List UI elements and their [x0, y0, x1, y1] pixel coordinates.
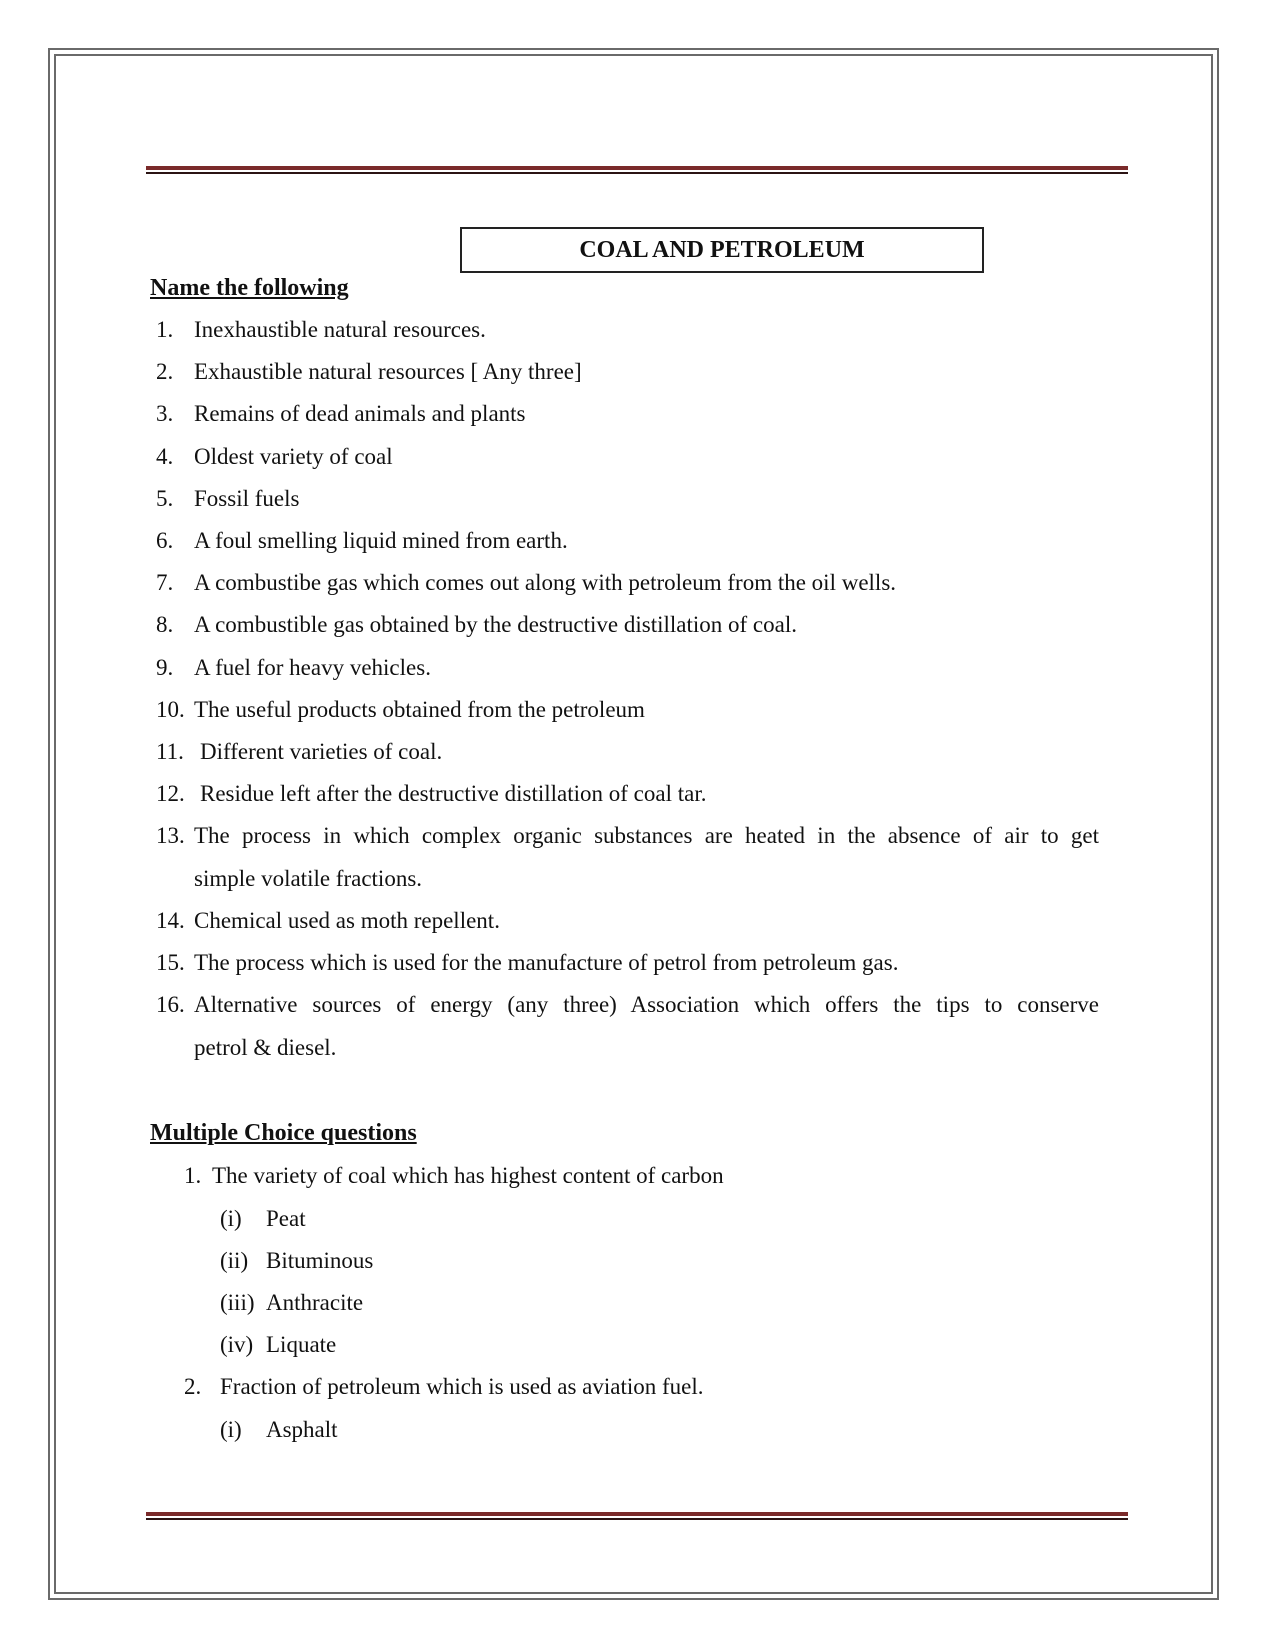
option-label: (iv)	[220, 1332, 254, 1357]
item-number: 10.	[156, 697, 185, 722]
question-text: Fraction of petroleum which is used as aviation fuel.	[220, 1374, 704, 1399]
question-number: 1.	[184, 1163, 202, 1188]
question-text: The variety of coal which has highest content of carbon	[212, 1163, 724, 1188]
item-text: Fossil fuels	[194, 486, 300, 511]
section-heading-multiple-choice: Multiple Choice questions	[150, 1120, 417, 1146]
item-text-continued: simple volatile fractions.	[194, 866, 423, 891]
option-text: Anthracite	[266, 1290, 364, 1315]
item-number: 9.	[156, 655, 174, 680]
item-number: 1.	[156, 317, 174, 342]
item-text: The process in which complex organic substances are heated in the absence of air to get	[194, 823, 1099, 848]
option-text: Bituminous	[266, 1248, 374, 1273]
footer-rule	[146, 1512, 1128, 1520]
item-number: 11.	[156, 739, 184, 764]
item-text: A foul smelling liquid mined from earth.	[194, 528, 568, 553]
item-number: 13.	[156, 823, 185, 848]
option-label: (iii)	[220, 1290, 255, 1315]
item-number: 7.	[156, 570, 174, 595]
item-number: 6.	[156, 528, 174, 553]
option-label: (i)	[220, 1206, 242, 1231]
item-number: 12.	[156, 781, 185, 806]
item-text: Different varieties of coal.	[200, 739, 443, 764]
item-number: 4.	[156, 444, 174, 469]
question-number: 2.	[184, 1374, 202, 1399]
item-number: 2.	[156, 359, 174, 384]
section-heading-name-the-following: Name the following	[150, 275, 349, 301]
item-text: A combustibe gas which comes out along with petroleum from the oil wells.	[194, 570, 897, 595]
item-number: 5.	[156, 486, 174, 511]
item-number: 15.	[156, 950, 185, 975]
item-text: Oldest variety of coal	[194, 444, 393, 469]
item-number: 8.	[156, 612, 174, 637]
option-text: Asphalt	[266, 1417, 338, 1442]
item-text: Inexhaustible natural resources.	[194, 317, 486, 342]
item-text: A fuel for heavy vehicles.	[194, 655, 431, 680]
option-label: (ii)	[220, 1248, 249, 1273]
option-label: (i)	[220, 1417, 242, 1442]
item-text-continued: petrol & diesel.	[194, 1035, 337, 1060]
item-text: Remains of dead animals and plants	[194, 401, 526, 426]
option-text: Liquate	[266, 1332, 337, 1357]
option-text: Peat	[266, 1206, 306, 1231]
page-title: COAL AND PETROLEUM	[460, 227, 984, 273]
item-text: The process which is used for the manufacture of petrol from petroleum gas.	[194, 950, 899, 975]
item-text: Chemical used as moth repellent.	[194, 908, 500, 933]
header-rule	[146, 166, 1128, 174]
item-number: 16.	[156, 992, 185, 1017]
item-text: Exhaustible natural resources [ Any three]	[194, 359, 582, 384]
item-number: 14.	[156, 908, 185, 933]
item-text: Alternative sources of energy (any three) Association which offers the tips to conserve	[194, 992, 1099, 1017]
item-number: 3.	[156, 401, 174, 426]
item-text: A combustible gas obtained by the destructive distillation of coal.	[194, 612, 797, 637]
item-text: Residue left after the destructive distillation of coal tar.	[200, 781, 707, 806]
item-text: The useful products obtained from the petroleum	[194, 697, 645, 722]
